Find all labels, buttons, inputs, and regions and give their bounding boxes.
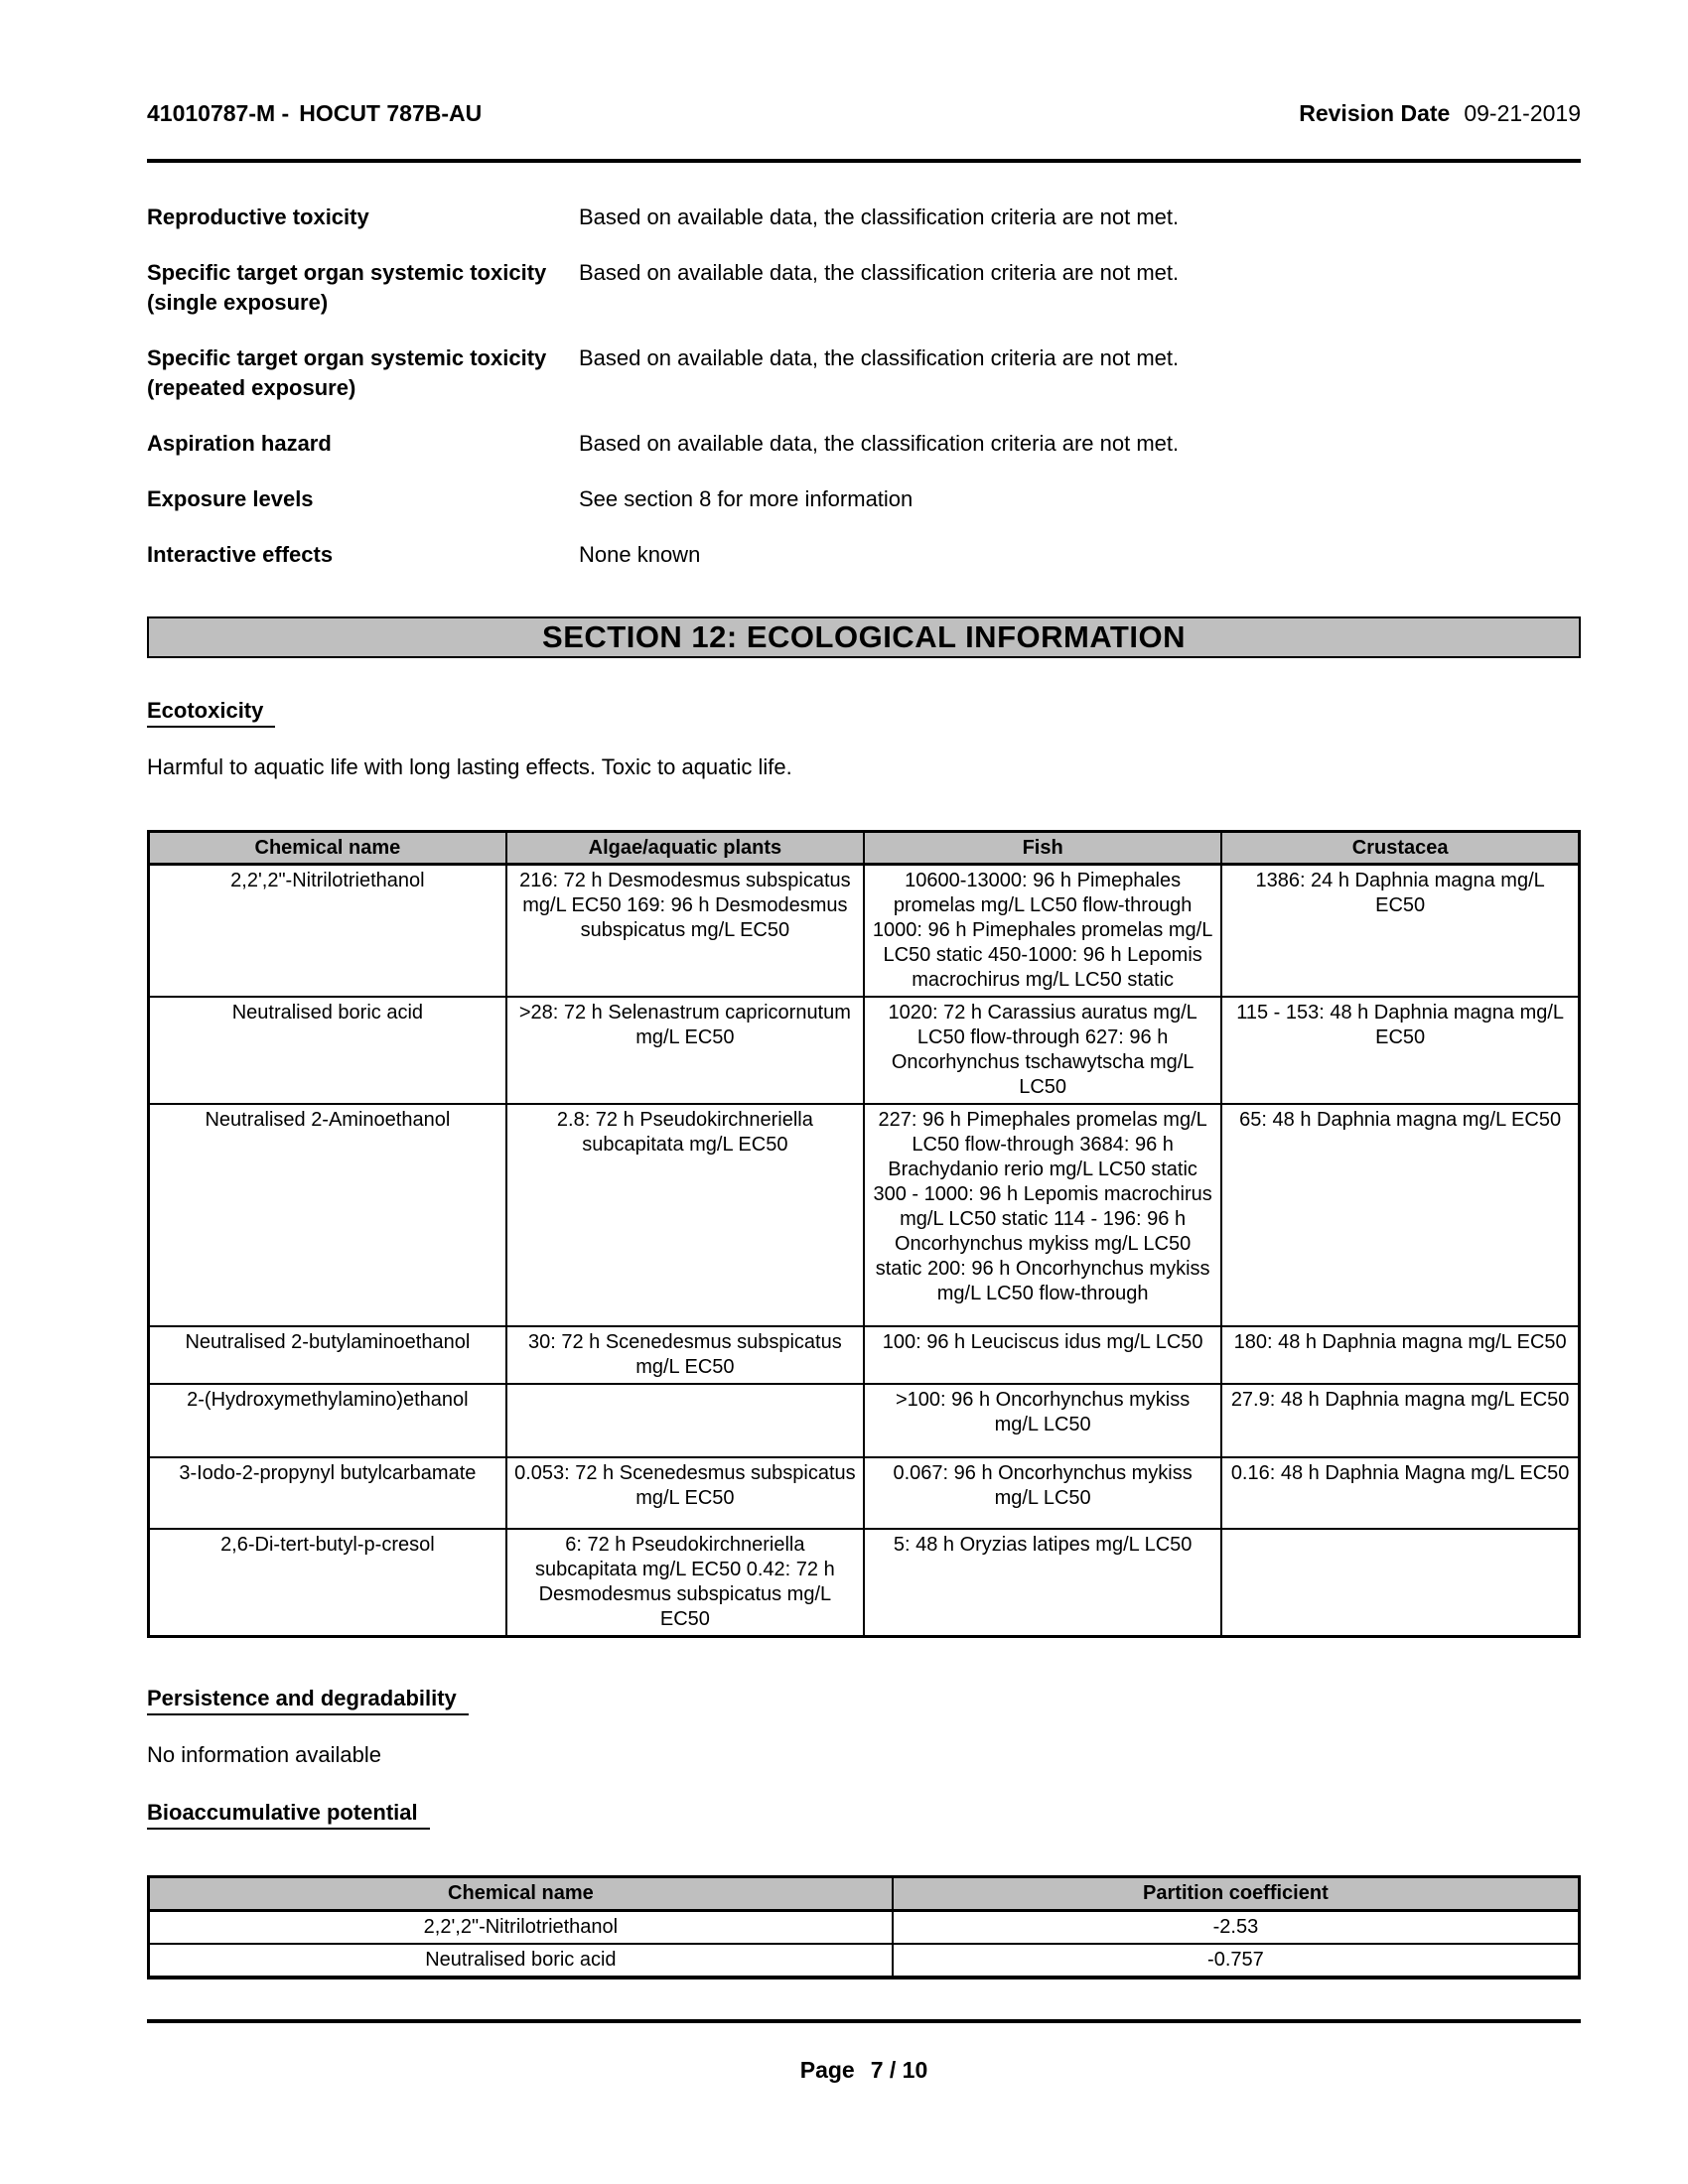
cell-fish: 10600-13000: 96 h Pimephales promelas mg/L LC50 flow-through 1000: 96 h Pimephales promelas mg/L LC50 static 450-1000: 96 h Lepomis macrochirus mg/L LC50 static: [864, 865, 1221, 998]
table-row: [149, 1326, 1580, 1384]
document-header: [147, 99, 1581, 127]
cell-crustacea: 65: 48 h Daphnia magna mg/L EC50: [1221, 1104, 1579, 1326]
toxicity-row-reproductive: [147, 203, 1581, 232]
toxicity-value: Based on available data, the classification criteria are not met.: [579, 431, 1180, 456]
cell-chemical: 2,6-Di-tert-butyl-p-cresol: [149, 1529, 506, 1637]
bioaccumulative-heading: Bioaccumulative potential: [147, 1798, 1581, 1830]
cell-crustacea: 27.9: 48 h Daphnia magna mg/L EC50: [1221, 1384, 1579, 1457]
cell-algae: 6: 72 h Pseudokirchneriella subcapitata mg/L EC50 0.42: 72 h Desmodesmus subspicatus mg/L EC50: [506, 1529, 864, 1637]
section-title: SECTION 12: ECOLOGICAL INFORMATION: [542, 619, 1186, 654]
cell-chemical: 2-(Hydroxymethylamino)ethanol: [149, 1384, 506, 1457]
table-row: [149, 1529, 1580, 1637]
cell-crustacea: 1386: 24 h Daphnia magna mg/L EC50: [1221, 865, 1579, 998]
table-row: [149, 1104, 1580, 1326]
toxicity-value: Based on available data, the classification criteria are not met.: [579, 205, 1180, 229]
cell-chemical: 3-Iodo-2-propynyl butylcarbamate: [149, 1457, 506, 1529]
revision-date-value: 09-21-2019: [1464, 100, 1581, 126]
toxicity-row-aspiration: [147, 429, 1581, 459]
cell-fish: 227: 96 h Pimephales promelas mg/L LC50 flow-through 3684: 96 h Brachydanio rerio mg/L LC50 static 300 - 1000: 96 h Lepomis macrochirus mg/L LC50 static 114 - 196: 96 h Oncorhynchus mykiss mg/L LC50 static 200: 96 h Oncorhynchus mykiss mg/L LC50 flow-through: [864, 1104, 1221, 1326]
toxicity-statements: [147, 203, 1581, 570]
toxicity-value: None known: [579, 542, 701, 567]
column-header-chemical-name: Chemical name: [149, 1877, 893, 1911]
cell-crustacea: 180: 48 h Daphnia magna mg/L EC50: [1221, 1326, 1579, 1384]
header-divider: [147, 159, 1581, 163]
cell-algae: 216: 72 h Desmodesmus subspicatus mg/L EC50 169: 96 h Desmodesmus subspicatus mg/L EC50: [506, 865, 864, 998]
cell-fish: 0.067: 96 h Oncorhynchus mykiss mg/L LC50: [864, 1457, 1221, 1529]
page-number: 7 / 10: [870, 2057, 928, 2083]
cell-chemical: Neutralised boric acid: [149, 1944, 893, 1978]
cell-chemical: 2,2',2"-Nitrilotriethanol: [149, 865, 506, 998]
cell-crustacea: 115 - 153: 48 h Daphnia magna mg/L EC50: [1221, 997, 1579, 1104]
cell-crustacea: 0.16: 48 h Daphnia Magna mg/L EC50: [1221, 1457, 1579, 1529]
ecotoxicity-summary: Harmful to aquatic life with long lasting effects. Toxic to aquatic life.: [147, 754, 792, 779]
product-identifier: [147, 99, 482, 127]
toxicity-value: See section 8 for more information: [579, 486, 914, 511]
cell-algae: 0.053: 72 h Scenedesmus subspicatus mg/L EC50: [506, 1457, 864, 1529]
column-header-algae: Algae/aquatic plants: [506, 832, 864, 865]
cell-fish: 100: 96 h Leuciscus idus mg/L LC50: [864, 1326, 1221, 1384]
toxicity-label: Specific target organ systemic toxicity (repeated exposure): [147, 345, 547, 400]
table-row: [149, 1384, 1580, 1457]
toxicity-value: Based on available data, the classification criteria are not met.: [579, 260, 1180, 285]
cell-algae: 30: 72 h Scenedesmus subspicatus mg/L EC50: [506, 1326, 864, 1384]
cell-chemical: Neutralised boric acid: [149, 997, 506, 1104]
table-row: [149, 1911, 1580, 1945]
table-header-row: [149, 832, 1580, 865]
column-header-partition-coefficient: Partition coefficient: [893, 1877, 1580, 1911]
cell-fish: 1020: 72 h Carassius auratus mg/L LC50 flow-through 627: 96 h Oncorhynchus tschawytscha mg/L LC50: [864, 997, 1221, 1104]
toxicity-row-exposure-levels: [147, 484, 1581, 514]
table-header-row: [149, 1877, 1580, 1911]
cell-chemical: Neutralised 2-Aminoethanol: [149, 1104, 506, 1326]
cell-chemical: 2,2',2"-Nitrilotriethanol: [149, 1911, 893, 1945]
toxicity-row-stot-repeated: [147, 343, 1581, 403]
ecotoxicity-table: [147, 830, 1581, 1638]
table-row: [149, 865, 1580, 998]
footer-divider: [147, 2019, 1581, 2023]
cell-algae: 2.8: 72 h Pseudokirchneriella subcapitata mg/L EC50: [506, 1104, 864, 1326]
toxicity-row-stot-single: [147, 258, 1581, 318]
toxicity-label: Specific target organ systemic toxicity (single exposure): [147, 260, 547, 315]
revision-info: [1299, 99, 1581, 127]
table-row: [149, 997, 1580, 1104]
column-header-crustacea: Crustacea: [1221, 832, 1579, 865]
partition-coefficient-table: [147, 1875, 1581, 1979]
column-header-chemical-name: Chemical name: [149, 832, 506, 865]
table-row: [149, 1457, 1580, 1529]
cell-algae: >28: 72 h Selenastrum capricornutum mg/L EC50: [506, 997, 864, 1104]
cell-coefficient: -2.53: [893, 1911, 1580, 1945]
cell-fish: 5: 48 h Oryzias latipes mg/L LC50: [864, 1529, 1221, 1637]
persistence-text: No information available: [147, 1742, 382, 1767]
cell-chemical: Neutralised 2-butylaminoethanol: [149, 1326, 506, 1384]
cell-coefficient: -0.757: [893, 1944, 1580, 1978]
ecotoxicity-heading: Ecotoxicity: [147, 696, 1581, 728]
toxicity-label: Aspiration hazard: [147, 431, 332, 456]
toxicity-row-interactive-effects: [147, 540, 1581, 570]
product-name: HOCUT 787B-AU: [299, 100, 483, 126]
toxicity-label: Reproductive toxicity: [147, 205, 369, 229]
product-code: 41010787-M -: [147, 100, 290, 126]
toxicity-label: Exposure levels: [147, 486, 314, 511]
section-12-banner: [147, 616, 1581, 658]
toxicity-value: Based on available data, the classification criteria are not met.: [579, 345, 1180, 370]
toxicity-label: Interactive effects: [147, 542, 334, 567]
cell-fish: >100: 96 h Oncorhynchus mykiss mg/L LC50: [864, 1384, 1221, 1457]
table-row: [149, 1944, 1580, 1978]
page-footer: [147, 2057, 1581, 2084]
cell-crustacea: [1221, 1529, 1579, 1637]
column-header-fish: Fish: [864, 832, 1221, 865]
page-label: Page: [799, 2057, 855, 2083]
cell-algae: [506, 1384, 864, 1457]
revision-date-label: Revision Date: [1299, 100, 1451, 126]
persistence-heading: Persistence and degradability: [147, 1684, 1581, 1715]
